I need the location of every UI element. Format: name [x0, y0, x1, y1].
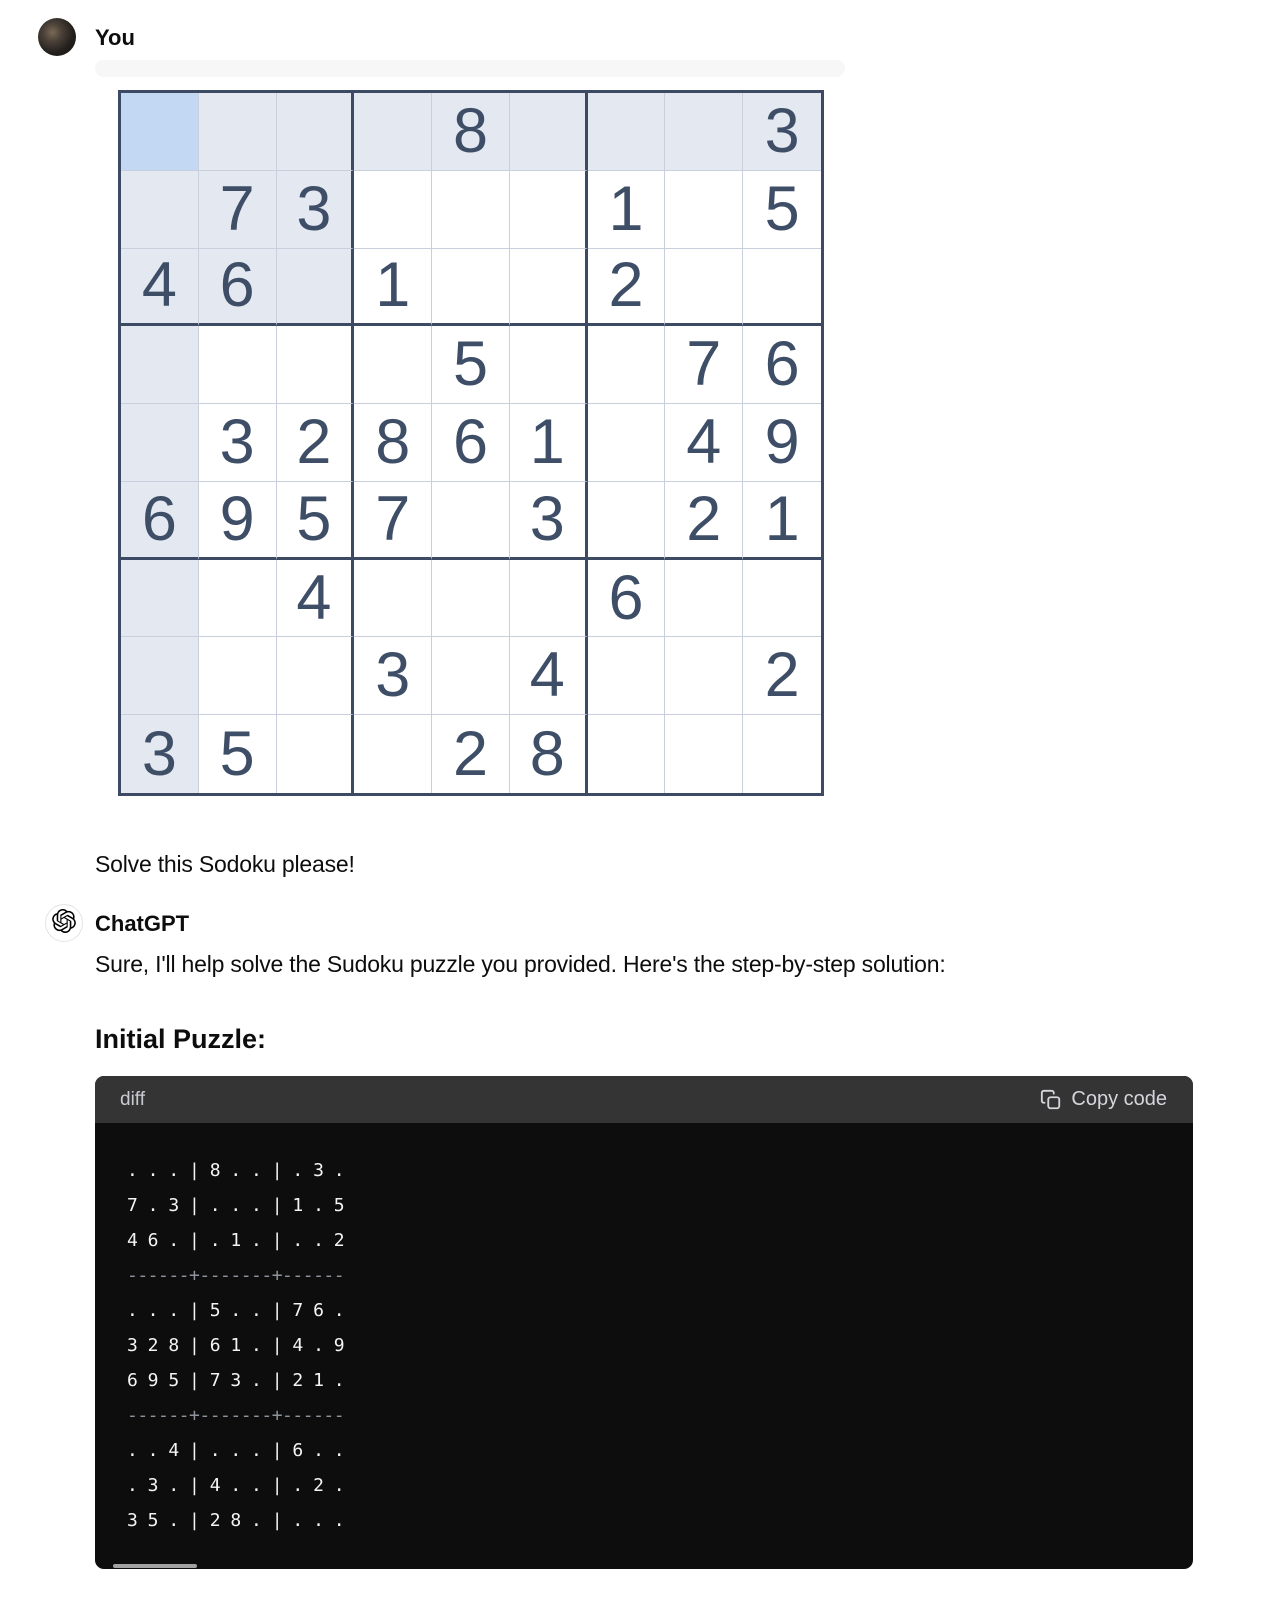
- sudoku-cell: [277, 637, 355, 715]
- sudoku-cell: [432, 637, 510, 715]
- sudoku-cell: [432, 482, 510, 560]
- sudoku-cell: 6: [199, 249, 277, 327]
- code-line: 3 2 8 | 6 1 . | 4 . 9: [127, 1335, 345, 1356]
- sudoku-cell: 5: [432, 326, 510, 404]
- assistant-intro-text: Sure, I'll help solve the Sudoku puzzle you provided. Here's the step-by-step solution:: [95, 951, 946, 977]
- sudoku-cell: [665, 249, 743, 327]
- sudoku-cell: 1: [510, 404, 588, 482]
- sudoku-cell: 6: [743, 326, 821, 404]
- assistant-name-label: ChatGPT: [95, 911, 190, 936]
- sudoku-cell: [199, 326, 277, 404]
- sudoku-cell: 7: [199, 171, 277, 249]
- sudoku-cell: [588, 637, 666, 715]
- code-line: . 3 . | 4 . . | . 2 .: [127, 1475, 345, 1496]
- sudoku-cell: [665, 637, 743, 715]
- sudoku-cell: [588, 482, 666, 560]
- sudoku-cell: 4: [665, 404, 743, 482]
- sudoku-cell: [510, 326, 588, 404]
- sudoku-cell: [432, 560, 510, 638]
- sudoku-cell: 5: [743, 171, 821, 249]
- chatgpt-avatar: [45, 904, 83, 942]
- sudoku-cell: [665, 93, 743, 171]
- sudoku-cell: [121, 93, 199, 171]
- sudoku-cell: [588, 404, 666, 482]
- sudoku-cell: 3: [199, 404, 277, 482]
- sudoku-cell: [277, 715, 355, 793]
- sudoku-cell: [199, 560, 277, 638]
- sudoku-cell: 2: [743, 637, 821, 715]
- code-line: 4 6 . | . 1 . | . . 2: [127, 1230, 345, 1251]
- sudoku-cell: [354, 326, 432, 404]
- sudoku-cell: [510, 249, 588, 327]
- copy-code-button[interactable]: [1040, 1088, 1167, 1111]
- sudoku-cell: 2: [432, 715, 510, 793]
- sudoku-cell: [665, 171, 743, 249]
- sudoku-cell: [588, 93, 666, 171]
- sudoku-cell: 7: [665, 326, 743, 404]
- sudoku-image-attachment[interactable]: [118, 90, 824, 796]
- sudoku-cell: [743, 249, 821, 327]
- sudoku-cell: [277, 326, 355, 404]
- sudoku-cell: [432, 249, 510, 327]
- sudoku-cell: 4: [277, 560, 355, 638]
- sudoku-cell: 7: [354, 482, 432, 560]
- sudoku-cell: 8: [354, 404, 432, 482]
- sudoku-cell: 1: [354, 249, 432, 327]
- sudoku-cell: [588, 326, 666, 404]
- sudoku-cell: [588, 715, 666, 793]
- sudoku-cell: [354, 560, 432, 638]
- user-message-text: Solve this Sodoku please!: [95, 851, 355, 877]
- sudoku-cell: 2: [277, 404, 355, 482]
- attachment-placeholder-bar: [95, 60, 845, 77]
- initial-puzzle-heading: Initial Puzzle:: [95, 1024, 267, 1054]
- code-block-header: [95, 1076, 1193, 1123]
- sudoku-cell: [121, 326, 199, 404]
- sudoku-cell: [121, 171, 199, 249]
- sudoku-cell: 2: [588, 249, 666, 327]
- sudoku-cell: [121, 637, 199, 715]
- sudoku-cell: 4: [510, 637, 588, 715]
- code-line: . . . | 5 . . | 7 6 .: [127, 1300, 345, 1321]
- sudoku-cell: 3: [743, 93, 821, 171]
- sudoku-cell: 1: [743, 482, 821, 560]
- openai-logo-icon: [52, 909, 76, 938]
- sudoku-cell: [665, 715, 743, 793]
- sudoku-cell: [665, 560, 743, 638]
- sudoku-cell: 2: [665, 482, 743, 560]
- sudoku-cell: [354, 715, 432, 793]
- user-name-label: You: [95, 25, 135, 50]
- sudoku-cell: 9: [743, 404, 821, 482]
- code-line: 7 . 3 | . . . | 1 . 5: [127, 1195, 345, 1216]
- sudoku-cell: 8: [432, 93, 510, 171]
- code-line: . . 4 | . . . | 6 . .: [127, 1440, 345, 1461]
- code-block: [95, 1076, 1193, 1569]
- sudoku-cell: 6: [588, 560, 666, 638]
- user-avatar[interactable]: [38, 18, 76, 56]
- sudoku-cell: 9: [199, 482, 277, 560]
- sudoku-cell: 6: [432, 404, 510, 482]
- sudoku-cell: 3: [277, 171, 355, 249]
- sudoku-cell: 8: [510, 715, 588, 793]
- sudoku-cell: [199, 93, 277, 171]
- code-line-separator: ------+-------+------: [127, 1265, 345, 1286]
- sudoku-cell: 6: [121, 482, 199, 560]
- code-line-separator: ------+-------+------: [127, 1405, 345, 1426]
- sudoku-cell: [743, 560, 821, 638]
- sudoku-cell: 5: [277, 482, 355, 560]
- sudoku-cell: [743, 715, 821, 793]
- copy-icon: [1040, 1089, 1062, 1111]
- sudoku-cell: [354, 171, 432, 249]
- sudoku-cell: [277, 93, 355, 171]
- sudoku-cell: [510, 560, 588, 638]
- sudoku-cell: 3: [354, 637, 432, 715]
- code-line: 3 5 . | 2 8 . | . . .: [127, 1510, 345, 1531]
- sudoku-cell: [121, 404, 199, 482]
- sudoku-cell: 5: [199, 715, 277, 793]
- sudoku-cell: [354, 93, 432, 171]
- sudoku-cell: [510, 171, 588, 249]
- code-scrollbar-thumb[interactable]: [113, 1564, 197, 1568]
- sudoku-cell: 1: [588, 171, 666, 249]
- copy-code-label: Copy code: [1071, 1088, 1167, 1110]
- sudoku-cell: [510, 93, 588, 171]
- code-content[interactable]: [95, 1123, 1193, 1538]
- sudoku-cell: [121, 560, 199, 638]
- code-language-label: diff: [120, 1088, 146, 1110]
- code-line: . . . | 8 . . | . 3 .: [127, 1160, 345, 1181]
- sudoku-cell: 3: [510, 482, 588, 560]
- sudoku-cell: [432, 171, 510, 249]
- code-line: 6 9 5 | 7 3 . | 2 1 .: [127, 1370, 345, 1391]
- sudoku-cell: [277, 249, 355, 327]
- sudoku-cell: 3: [121, 715, 199, 793]
- sudoku-cell: [199, 637, 277, 715]
- sudoku-cell: 4: [121, 249, 199, 327]
- sudoku-grid: [118, 90, 824, 796]
